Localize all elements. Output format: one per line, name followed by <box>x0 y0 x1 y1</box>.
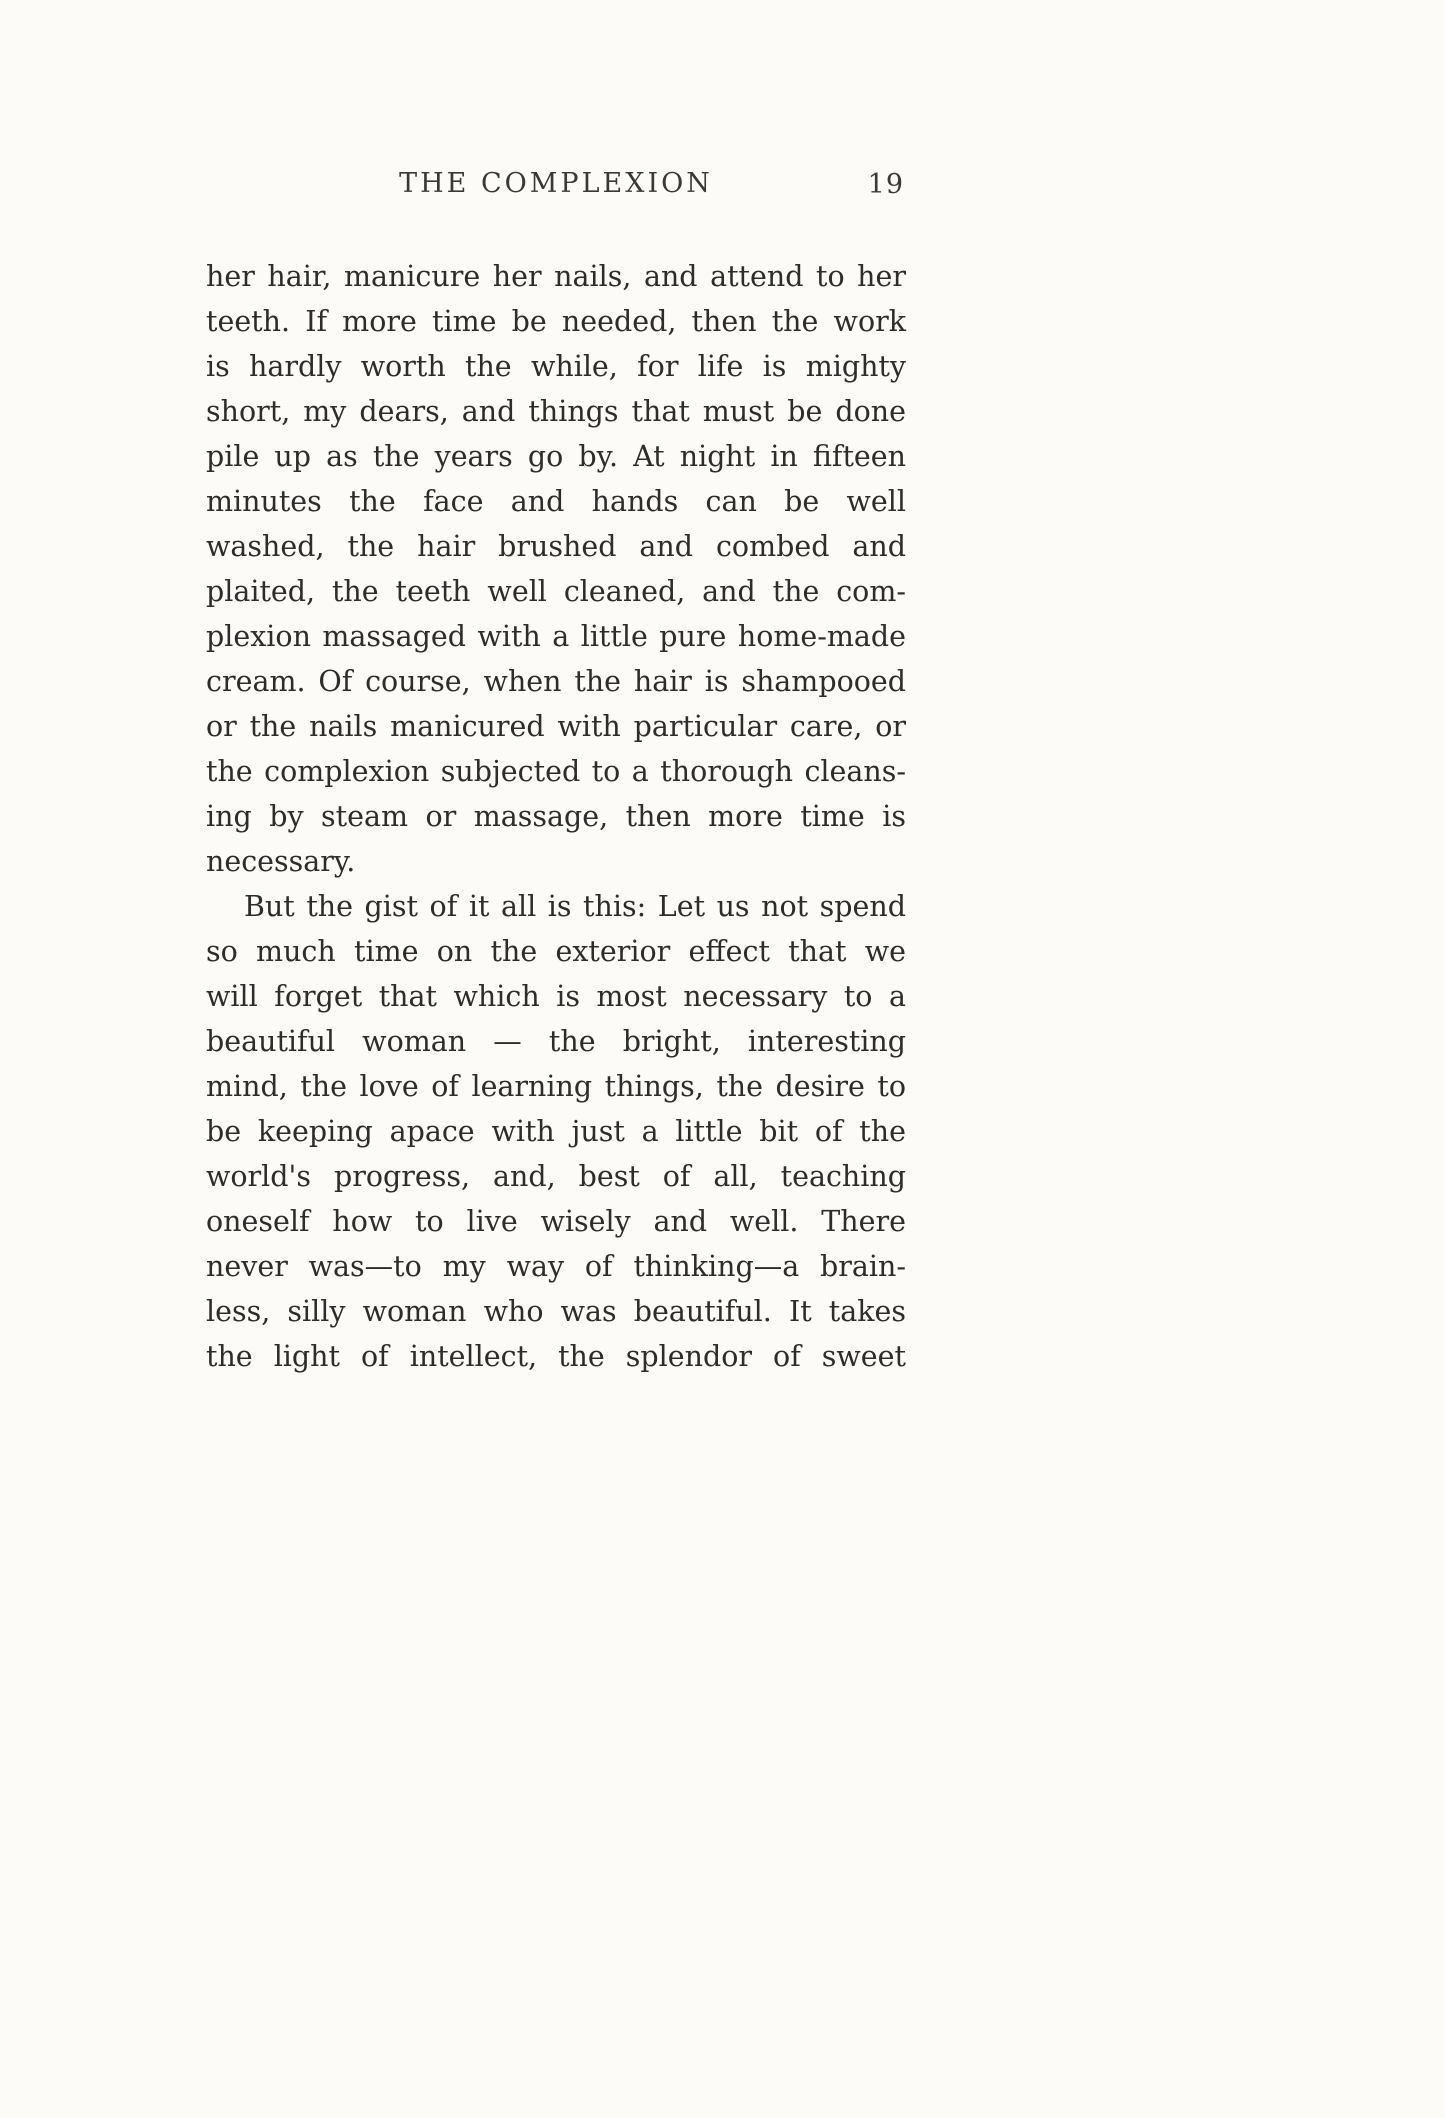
text-line: necessary. <box>206 845 356 878</box>
text-line: ing by steam or massage, then more time is <box>206 800 906 833</box>
text-line: mind, the love of learning things, the desire to <box>206 1070 906 1103</box>
running-header <box>206 168 906 212</box>
text-line: minutes the face and hands can be well <box>206 485 906 518</box>
text-line: is hardly worth the while, for life is mighty <box>206 350 906 383</box>
text-column <box>206 168 906 1379</box>
text-line: oneself how to live wisely and well. There <box>206 1205 906 1238</box>
text-line: the light of intellect, the splendor of sweet <box>206 1340 906 1373</box>
page-body <box>206 254 906 1379</box>
text-line: beautiful woman — the bright, interesting <box>206 1025 906 1058</box>
text-line: so much time on the exterior effect that we <box>206 935 906 968</box>
text-line: teeth. If more time be needed, then the work <box>206 305 906 338</box>
text-line: her hair, manicure her nails, and attend to her <box>206 260 906 293</box>
text-line: washed, the hair brushed and combed and <box>206 530 906 563</box>
text-line: less, silly woman who was beautiful. It takes <box>206 1295 906 1328</box>
text-line: plexion massaged with a little pure home-made <box>206 620 906 653</box>
text-line: short, my dears, and things that must be done <box>206 395 906 428</box>
text-line: be keeping apace with just a little bit of the <box>206 1115 906 1148</box>
text-line: or the nails manicured with particular care, or <box>206 710 906 743</box>
text-line: the complexion subjected to a thorough cleans- <box>206 755 906 788</box>
text-line: pile up as the years go by. At night in fifteen <box>206 440 906 473</box>
text-line: cream. Of course, when the hair is shampooed <box>206 665 906 698</box>
text-line: But the gist of it all is this: Let us not spend <box>244 890 906 923</box>
page-number: 19 <box>867 169 904 200</box>
page-title: THE COMPLEXION <box>399 168 713 199</box>
text-line: world's progress, and, best of all, teaching <box>206 1160 906 1193</box>
text-line: plaited, the teeth well cleaned, and the com- <box>206 575 906 608</box>
text-line: never was—to my way of thinking—a brain- <box>206 1250 906 1283</box>
text-line: will forget that which is most necessary to a <box>206 980 906 1013</box>
